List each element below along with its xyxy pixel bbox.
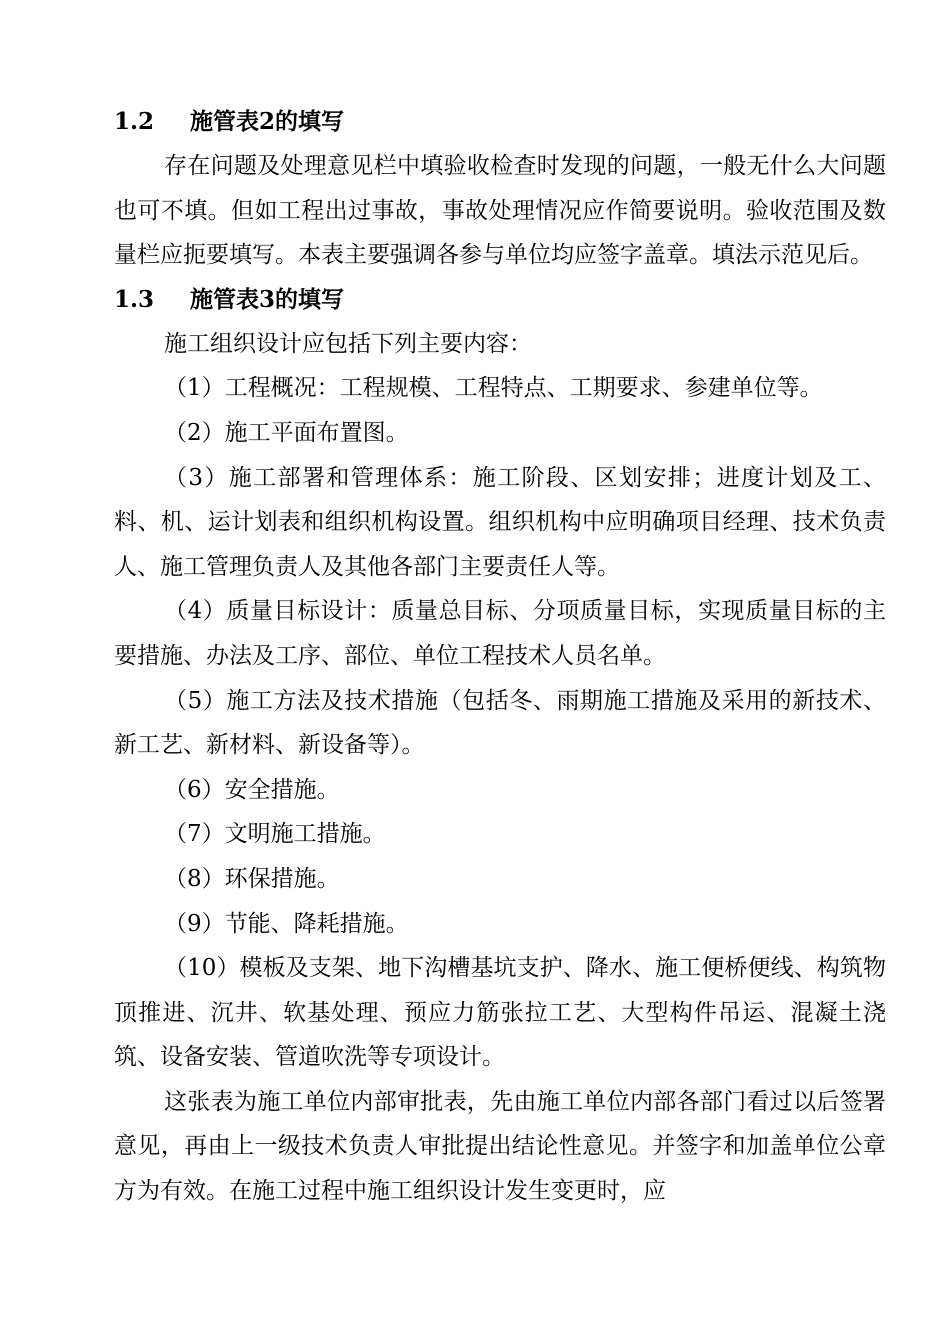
section-number: 1.2: [114, 108, 155, 135]
paragraph-intro: 施工组织设计应包括下列主要内容：: [164, 330, 532, 357]
section-heading-1-2: [114, 100, 886, 144]
list-item: （1）工程概况：工程规模、工程特点、工期要求、参建单位等。: [164, 375, 823, 402]
list-item: （6）安全措施。: [164, 776, 340, 803]
paragraph-closing: 这张表为施工单位内部审批表，先由施工单位内部各部门看过以后签署意见，再由上一级技术负责人审批提出结论性意见。并签字和加盖单位公章方为有效。在施工过程中施工组织设计发生变更时，应: [114, 1088, 886, 1205]
list-item: （5）施工方法及技术措施（包括冬、雨期施工措施及采用的新技术、新工艺、新材料、新设备等）。: [114, 687, 886, 759]
section-heading-1-3: [114, 278, 886, 322]
list-item: （9）节能、降耗措施。: [164, 910, 409, 937]
list-item: （7）文明施工措施。: [164, 821, 386, 848]
list-item: （8）环保措施。: [164, 865, 340, 892]
list-item: （2）施工平面布置图。: [164, 419, 409, 446]
document-body: [114, 100, 886, 1214]
section-number: 1.3: [114, 285, 155, 313]
section-title: 施管表3的填写: [190, 285, 345, 313]
list-item: （3）施工部署和管理体系：施工阶段、区划安排；进度计划及工、料、机、运计划表和组织机构设置。组织机构中应明确项目经理、技术负责人、施工管理负责人及其他各部门主要责任人等。: [114, 464, 886, 580]
section-title: 施管表2的填写: [190, 108, 345, 135]
list-item: （4）质量目标设计：质量总目标、分项质量目标，实现质量目标的主要措施、办法及工序、部位、单位工程技术人员名单。: [114, 598, 886, 669]
list-item: （10）模板及支架、地下沟槽基坑支护、降水、施工便桥便线、构筑物顶推进、沉井、软基处理、预应力筋张拉工艺、大型构件吊运、混凝土浇筑、设备安装、管道吹洗等专项设计。: [114, 955, 886, 1071]
paragraph: 存在问题及处理意见栏中填验收检查时发现的问题，一般无什么大问题也可不填。但如工程出过事故，事故处理情况应作简要说明。验收范围及数量栏应扼要填写。本表主要强调各参与单位均应签字盖章。填法示范见后。: [114, 153, 886, 269]
